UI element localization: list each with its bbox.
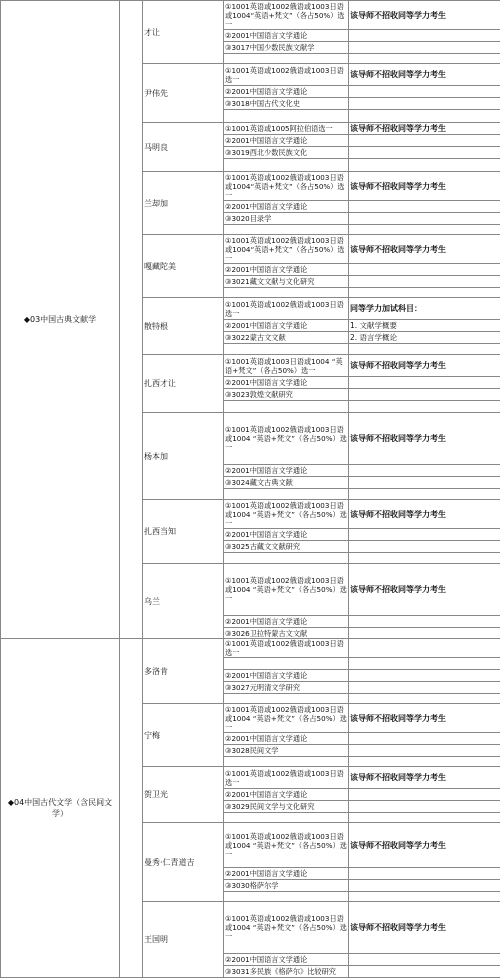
exam-subject: ②2001中国语言文学通论 xyxy=(224,868,349,880)
exam-subject: ②2001中国语言文学通论 xyxy=(224,320,349,332)
remark xyxy=(349,733,500,745)
exam-subject xyxy=(224,892,349,902)
exam-subject: ①1001英语或1002俄语或1003日语选一 xyxy=(224,298,349,320)
remark: 该导师不招收同等学力考生 xyxy=(349,564,500,616)
remark xyxy=(349,54,500,64)
exam-subject: ①1001英语或1002俄语或1003日语或1004“英语+梵文”（各占50%）选一 xyxy=(224,1,349,30)
remark xyxy=(349,694,500,704)
supervisor-name: 贺卫光 xyxy=(143,767,224,823)
remark xyxy=(349,264,500,276)
remark: 该导师不招收同等学力考生 xyxy=(349,767,500,789)
exam-subject: ③3022蒙古文文献 xyxy=(224,332,349,344)
exam-subject: ③3023敦煌文献研究 xyxy=(224,389,349,401)
supervisor-name: 杨本加 xyxy=(143,413,224,500)
remark: 2. 语言学概论 xyxy=(349,332,500,344)
exam-subject: ②2001中国语言文学通论 xyxy=(224,616,349,628)
exam-subject: ③3031多民族《格萨尔》比较研究 xyxy=(224,966,349,978)
remark: 该导师不招收同等学力考生 xyxy=(349,413,500,465)
exam-subject: ①1001英语或1005阿拉伯语选一 xyxy=(224,123,349,135)
remark: 该导师不招收同等学力考生 xyxy=(349,123,500,135)
remark xyxy=(349,30,500,42)
remark: 该导师不招收同等学力考生 xyxy=(349,823,500,868)
exam-subject: ②2001中国语言文学通论 xyxy=(224,789,349,801)
supervisor-name: 嘎藏陀美 xyxy=(143,235,224,298)
exam-subject xyxy=(224,553,349,564)
remark xyxy=(349,553,500,564)
exam-subject: ②2001中国语言文学通论 xyxy=(224,30,349,42)
remark xyxy=(349,789,500,801)
remark xyxy=(349,892,500,902)
remark xyxy=(349,477,500,489)
supervisor-name: 王国明 xyxy=(143,902,224,978)
exam-subject: ①1001英语或1002俄语或1003日语或1004 “英语+梵文”（各占50%）选一 xyxy=(224,823,349,868)
research-direction: ◆03中国古典文献学 xyxy=(1,1,120,639)
remark xyxy=(349,147,500,159)
remark xyxy=(349,868,500,880)
supervisor-name: 才让 xyxy=(143,1,224,64)
remark: 1. 文献学概要 xyxy=(349,320,500,332)
exam-subject xyxy=(224,694,349,704)
exam-subject: ①1001英语或1002俄语或1003日语或1004 “英语+梵文”（各占50%）选一 xyxy=(224,902,349,954)
supervisor-name: 尹伟先 xyxy=(143,64,224,123)
remark xyxy=(349,377,500,389)
remark xyxy=(349,465,500,477)
exam-subject: ①1001英语或1002俄语或1003日语或1004 “英语+梵文”（各占50%）选一 xyxy=(224,704,349,733)
exam-subject: ③3017中国少数民族文献学 xyxy=(224,42,349,54)
exam-subject xyxy=(224,489,349,500)
exam-subject xyxy=(224,159,349,172)
exam-subject: ②2001中国语言文学通论 xyxy=(224,670,349,682)
exam-subject: ③3027元明清文学研究 xyxy=(224,682,349,694)
exam-subject: ③3025古藏文文献研究 xyxy=(224,541,349,553)
exam-subject: ①1001英语或1002俄语或1003日语或1004“英语+梵文”（各占50%）选一 xyxy=(224,172,349,201)
remark xyxy=(349,813,500,823)
supervisor-name: 扎西才让 xyxy=(143,355,224,413)
remark xyxy=(349,98,500,110)
remark xyxy=(349,745,500,757)
remark xyxy=(349,801,500,813)
exam-subject: ①1001英语或1002俄语或1003日语选一 xyxy=(224,64,349,86)
remark xyxy=(349,670,500,682)
exam-subject: ②2001中国语言文学通论 xyxy=(224,465,349,477)
exam-subject: ①1001英语或1002俄语或1003日语或1004 “英语+梵文”（各占50%）选一 xyxy=(224,413,349,465)
supervisor-name: 散特根 xyxy=(143,298,224,355)
exam-subject: ②2001中国语言文学通论 xyxy=(224,529,349,541)
exam-subject xyxy=(224,757,349,767)
supervisor-name: 曼秀·仁青道吉 xyxy=(143,823,224,902)
remark xyxy=(349,880,500,892)
remark: 同等学力加试科目： xyxy=(349,298,500,320)
exam-subject xyxy=(224,288,349,298)
remark: 该导师不招收同等学力考生 xyxy=(349,1,500,30)
remark: 该导师不招收同等学力考生 xyxy=(349,355,500,377)
exam-subject: ③3028民间文学 xyxy=(224,745,349,757)
remark xyxy=(349,658,500,670)
exam-subject xyxy=(224,225,349,235)
exam-subject xyxy=(224,401,349,413)
remark xyxy=(349,159,500,172)
exam-subject xyxy=(224,110,349,123)
supervisor-name: 多洛肯 xyxy=(143,639,224,704)
remark xyxy=(349,639,500,658)
supervisor-name: 宁梅 xyxy=(143,704,224,767)
exam-subject: ③3019西北少数民族文化 xyxy=(224,147,349,159)
research-direction: ◆04中国古代文学（含民间文学） xyxy=(1,639,120,978)
exam-subject: ①1001英语或1002俄语或1003日语选一 xyxy=(224,767,349,789)
supervisor-name: 扎西当知 xyxy=(143,500,224,564)
remark: 该导师不招收同等学力考生 xyxy=(349,902,500,954)
remark xyxy=(349,225,500,235)
exam-subject xyxy=(224,344,349,355)
exam-subject: ③3020目录学 xyxy=(224,213,349,225)
remark: 该导师不招收同等学力考生 xyxy=(349,64,500,86)
exam-subject: ②2001中国语言文学通论 xyxy=(224,201,349,213)
exam-subject: ③3021藏文文献与文化研究 xyxy=(224,276,349,288)
remark xyxy=(349,401,500,413)
exam-subject: ③3029民间文学与文化研究 xyxy=(224,801,349,813)
remark xyxy=(349,628,500,639)
remark xyxy=(349,288,500,298)
remark xyxy=(349,110,500,123)
remark xyxy=(349,682,500,694)
exam-subject: ②2001中国语言文学通论 xyxy=(224,377,349,389)
remark xyxy=(349,201,500,213)
remark xyxy=(349,135,500,147)
exam-subject: ②2001中国语言文学通论 xyxy=(224,264,349,276)
remark xyxy=(349,86,500,98)
supervisor-name: 乌兰 xyxy=(143,564,224,639)
remark xyxy=(349,616,500,628)
remark: 该导师不招收同等学力考生 xyxy=(349,235,500,264)
remark: 该导师不招收同等学力考生 xyxy=(349,500,500,529)
table-row xyxy=(1,639,500,658)
remark: 该导师不招收同等学力考生 xyxy=(349,704,500,733)
remark xyxy=(349,213,500,225)
exam-subject: ②2001中国语言文学通论 xyxy=(224,733,349,745)
exam-subject: ②2001中国语言文学通论 xyxy=(224,86,349,98)
exam-subject xyxy=(224,658,349,670)
exam-subject: ③3024藏文古典文献 xyxy=(224,477,349,489)
exam-subject: ①1001英语或1003日语或1004 “英语+梵文”（各占50%）选一 xyxy=(224,355,349,377)
exam-subject: ③3026卫拉特蒙古文文献 xyxy=(224,628,349,639)
exam-subject: ①1001英语或1002俄语或1003日语选一 xyxy=(224,639,349,658)
remark xyxy=(349,541,500,553)
remark xyxy=(349,757,500,767)
exam-subject xyxy=(224,813,349,823)
remark xyxy=(349,489,500,500)
blank-column xyxy=(120,639,143,978)
remark xyxy=(349,276,500,288)
remark xyxy=(349,966,500,978)
remark xyxy=(349,954,500,966)
supervisor-name: 马明良 xyxy=(143,123,224,172)
exam-subject: ③3018中国古代文化史 xyxy=(224,98,349,110)
remark xyxy=(349,389,500,401)
remark xyxy=(349,529,500,541)
exam-subject: ②2001中国语言文学通论 xyxy=(224,954,349,966)
remark xyxy=(349,344,500,355)
exam-subject: ②2001中国语言文学通论 xyxy=(224,135,349,147)
exam-subject: ①1001英语或1002俄语或1003日语或1004 “英语+梵文”（各占50%）选一 xyxy=(224,500,349,529)
remark: 该导师不招收同等学力考生 xyxy=(349,172,500,201)
exam-subject: ①1001英语或1002俄语或1003日语或1004 “英语+梵文”（各占50%）选一 xyxy=(224,564,349,616)
exam-subject: ③3030格萨尔学 xyxy=(224,880,349,892)
exam-subject xyxy=(224,54,349,64)
blank-column xyxy=(120,1,143,639)
remark xyxy=(349,42,500,54)
table-row xyxy=(1,1,500,30)
exam-subject: ①1001英语或1002俄语或1003日语或1004“英语+梵文”（各占50%）选一 xyxy=(224,235,349,264)
supervisor-name: 兰却加 xyxy=(143,172,224,235)
